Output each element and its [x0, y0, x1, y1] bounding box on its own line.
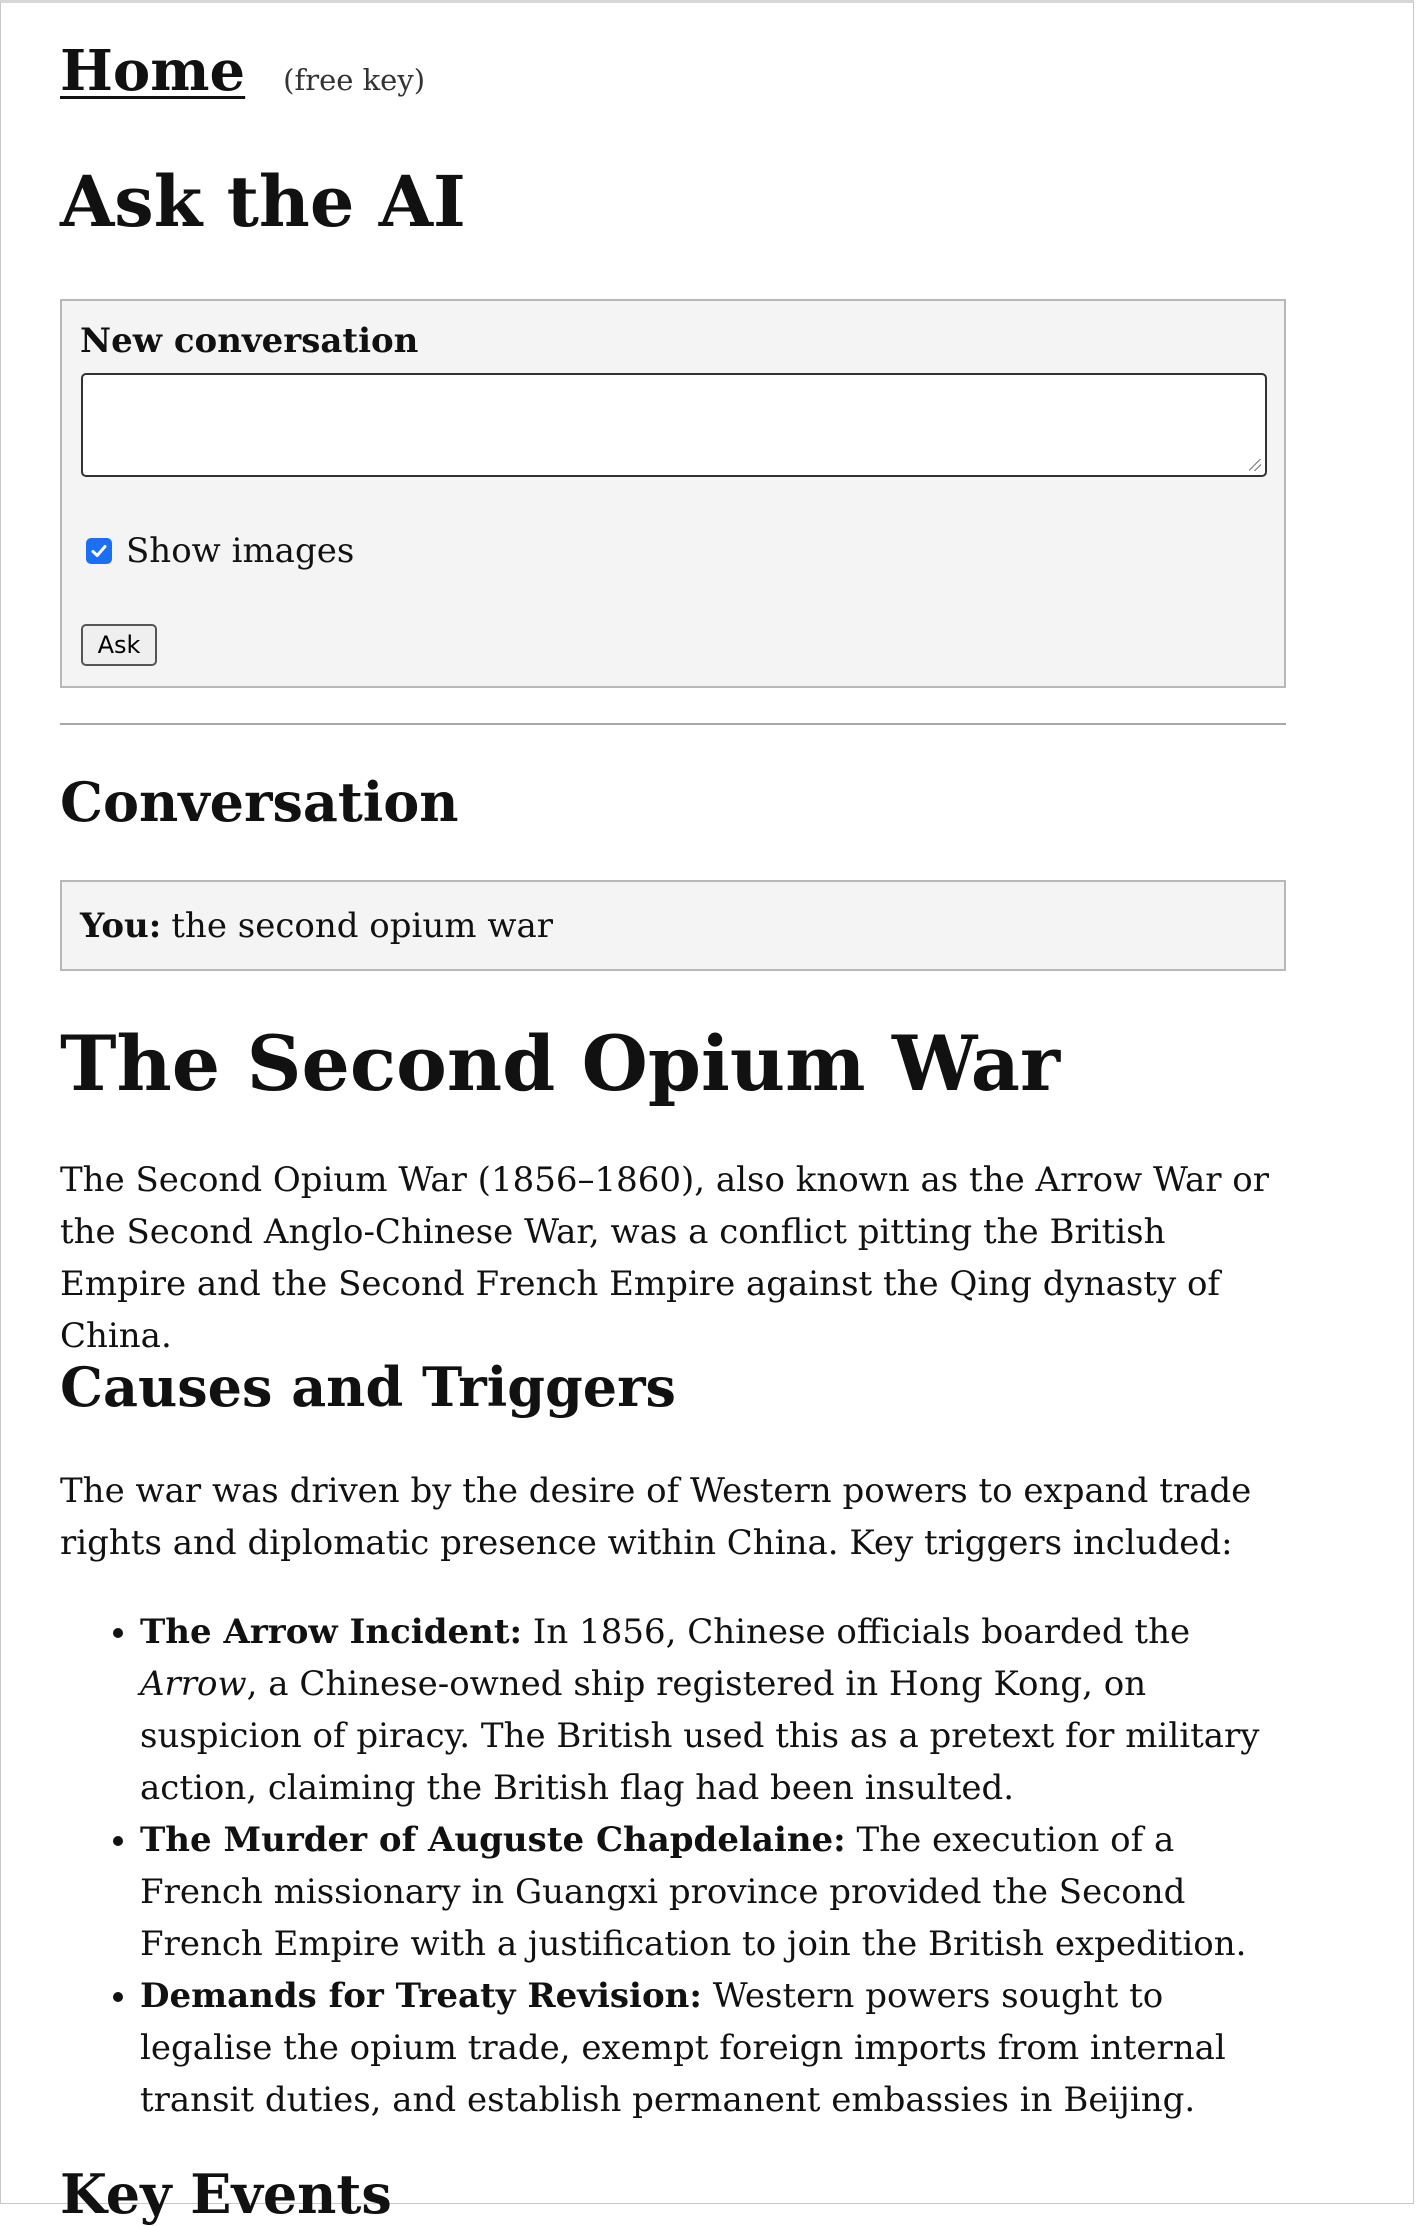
show-images-option[interactable] — [86, 531, 354, 571]
page-title: Ask the AI — [60, 160, 466, 243]
answer-title: The Second Opium War — [60, 1019, 1061, 1108]
prompt-textarea[interactable] — [81, 373, 1267, 477]
causes-paragraph: The war was driven by the desire of Western powers to expand trade rights and diplomatic presence within China. Key triggers included: — [60, 1471, 1252, 1563]
list-item-text: The execution of a French missionary in Guangxi province provided the Second French Empire with a justification to join the British expedition. — [140, 1820, 1247, 1964]
list-item — [140, 1814, 1286, 1970]
show-images-checkbox[interactable] — [86, 538, 112, 564]
ship-name: Arrow — [140, 1664, 247, 1704]
message-text: the second opium war — [171, 905, 553, 946]
list-item-text-continued: , a Chinese-owned ship registered in Hong Kong, on suspicion of piracy. The British used this as a pretext for military action, claiming the British flag had been insulted. — [140, 1664, 1260, 1808]
new-conversation-label: New conversation — [80, 321, 419, 361]
list-item — [140, 1606, 1286, 1814]
list-item-title: The Arrow Incident: — [140, 1612, 523, 1652]
textarea-resize-grip[interactable] — [1249, 459, 1261, 471]
list-item-text: Western powers sought to legalise the opium trade, exempt foreign imports from internal transit duties, and establish permanent embassies in Beijing. — [140, 1976, 1226, 2120]
message-speaker: You: — [80, 905, 162, 946]
list-item — [140, 1970, 1286, 2126]
user-message — [60, 880, 1286, 971]
list-item-title: Demands for Treaty Revision: — [140, 1976, 702, 2016]
home-link[interactable]: Home — [60, 38, 246, 104]
conversation-heading: Conversation — [60, 770, 459, 834]
triggers-list — [60, 1606, 1286, 2126]
top-nav — [60, 38, 425, 104]
list-item-text: In 1856, Chinese officials boarded the — [532, 1612, 1191, 1652]
intro-paragraph: The Second Opium War (1856–1860), also known as the Arrow War or the Second Anglo-Chinese War, was a conflict pitting the British Empire and the Second French Empire against the Qing dynasty of China. — [60, 1160, 1270, 1356]
key-note: (free key) — [283, 63, 426, 97]
ask-button[interactable]: Ask — [81, 624, 157, 666]
key-events-heading: Key Events — [60, 2162, 392, 2226]
list-item-title: The Murder of Auguste Chapdelaine: — [140, 1820, 846, 1860]
show-images-label: Show images — [126, 531, 355, 571]
section-divider — [60, 723, 1286, 725]
new-conversation-form — [60, 299, 1286, 688]
checkmark-icon — [90, 542, 108, 560]
causes-heading: Causes and Triggers — [60, 1355, 676, 1419]
